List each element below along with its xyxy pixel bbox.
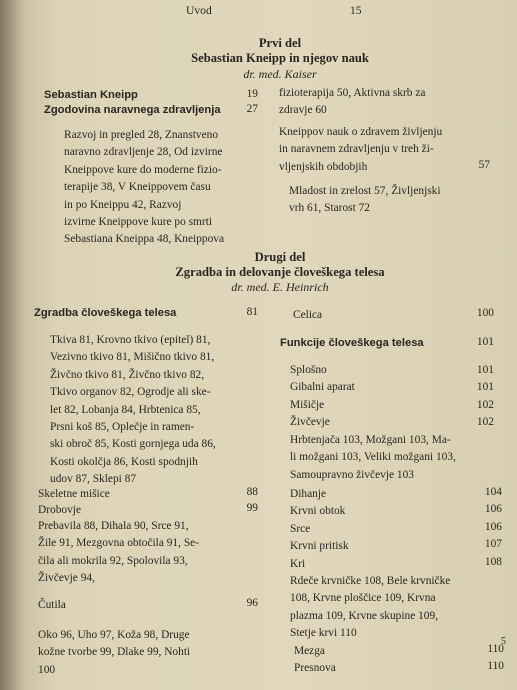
toc-line: Oko 96, Uho 97, Koža 98, Druge xyxy=(38,629,190,641)
toc-line: Žile 91, Mezgovna obtočila 91, Se- xyxy=(38,537,200,550)
toc-line: in po Kneippu 42, Razvoj xyxy=(64,198,182,211)
toc-line: zdravje 60 xyxy=(279,104,327,117)
toc-line: Mišičje xyxy=(290,398,325,411)
toc-right-entries-1 xyxy=(290,362,355,432)
toc-line: Kneippove kure do moderne fizio- xyxy=(64,163,222,176)
toc-line: vljenjskih obdobjih xyxy=(279,160,368,173)
toc-body-fizioterapija xyxy=(279,85,425,120)
part2-subtitle: Zgradba in delovanje človeškega telesa xyxy=(175,265,385,279)
toc-line: Sebastiana Kneippa 48, Kneippova xyxy=(64,233,225,246)
toc-page: 110 xyxy=(487,643,504,655)
toc-heading-zgradba: Zgradba človeškega telesa xyxy=(34,307,177,319)
toc-page: 101 xyxy=(476,364,494,376)
toc-heading-zgodovina: Zgodovina naravnega zdravljenja xyxy=(44,104,221,116)
toc-page: 101 xyxy=(476,381,494,394)
toc-line: let 82, Lobanja 84, Hrbtenica 85, xyxy=(50,403,201,416)
toc-line: udov 87, Sklepi 87 xyxy=(50,473,137,486)
toc-body-kneippov-nauk xyxy=(279,124,442,176)
toc-line: Tkiva 81, Krovno tkivo (epitel) 81, xyxy=(50,334,211,346)
toc-body-zivcevje xyxy=(290,432,456,484)
toc-line: naravno zdravljenje 28, Od izvirne xyxy=(64,146,223,159)
toc-line: Vezivno tkivo 81, Mišično tkivo 81, xyxy=(50,351,215,364)
toc-right-pages-1 xyxy=(460,362,494,432)
toc-body-zgradba xyxy=(50,332,216,489)
toc-line: Kri xyxy=(290,557,306,570)
toc-body-drobovje xyxy=(38,518,199,588)
toc-line: Dihanje xyxy=(290,488,327,500)
toc-line: Hrbtenjača 103, Možgani 103, Ma- xyxy=(290,434,451,446)
toc-page-99: 99 xyxy=(246,502,258,514)
toc-line: li možgani 103, Veliki možgani 103, xyxy=(290,451,456,464)
toc-line: Stetje krvi 110 xyxy=(290,627,357,640)
part2-author: dr. med. E. Heinrich xyxy=(231,280,329,294)
toc-line: vrh 61, Starost 72 xyxy=(289,202,370,215)
toc-page-101: 101 xyxy=(476,336,494,348)
toc-page-57: 57 xyxy=(478,159,490,171)
toc-line: Samoupravno živčevje 103 xyxy=(290,468,414,481)
toc-page-81: 81 xyxy=(246,306,258,318)
toc-line: in naravnem zdravljenju v treh ži- xyxy=(279,143,434,156)
toc-right-entries-2 xyxy=(290,486,349,573)
part1-author: dr. med. Kaiser xyxy=(243,67,317,81)
toc-page: 107 xyxy=(484,538,502,551)
toc-line: Presnova xyxy=(294,662,336,675)
toc-line: Prsni koš 85, Oplečje in ramen- xyxy=(50,420,195,433)
toc-entry-cutila: Čutila xyxy=(38,599,66,611)
toc-page: 106 xyxy=(484,503,502,516)
toc-page-96: 96 xyxy=(246,597,258,609)
toc-page-19: 19 xyxy=(246,88,258,100)
toc-line: plazma 109, Krvne skupine 109, xyxy=(290,609,439,622)
toc-line: Splošno xyxy=(290,364,327,376)
toc-page: 108 xyxy=(484,555,502,568)
toc-line: Krvni obtok xyxy=(290,505,346,518)
running-header-section: Uvod xyxy=(186,4,212,17)
toc-line: Razvoj in pregled 28, Znanstveno xyxy=(64,129,219,141)
toc-line: Mezga xyxy=(294,645,325,657)
toc-page: 102 xyxy=(476,416,494,429)
toc-page-100: 100 xyxy=(476,307,494,319)
toc-line: Kosti okolčja 86, Kosti spodnjih xyxy=(50,455,198,468)
toc-line: izvirne Kneippove kure po smrti xyxy=(64,215,213,228)
toc-line: 100 xyxy=(38,663,56,676)
toc-line: kožne tvorbe 99, Dlake 99, Nohti xyxy=(38,646,191,659)
toc-line: Gibalni aparat xyxy=(290,381,355,394)
toc-line: 108, Krvne ploščice 109, Krvna xyxy=(290,592,436,605)
toc-line: Mladost in zrelost 57, Življenjski xyxy=(289,185,441,197)
toc-page: 106 xyxy=(484,520,502,533)
toc-page: 110 xyxy=(487,660,504,673)
toc-line: čila ali mokrila 92, Spolovila 93, xyxy=(38,554,188,567)
toc-right-pages-3 xyxy=(470,641,504,676)
toc-heading-sebastian-kneipp: Sebastian Kneipp xyxy=(44,89,138,101)
toc-entry-celica: Celica xyxy=(293,309,323,321)
toc-line: ski obroč 85, Kosti gornjega uda 86, xyxy=(50,438,216,451)
corner-page-number: 5 xyxy=(501,636,506,647)
toc-line: Živčevje 94, xyxy=(38,572,95,585)
toc-line: fizioterapija 50, Aktivna skrb za xyxy=(279,87,426,99)
toc-body-kri xyxy=(290,573,450,643)
toc-page: 104 xyxy=(484,486,502,498)
toc-body-mladost xyxy=(289,183,441,218)
toc-line: Živčno tkivo 81, Živčno tkivo 82, xyxy=(50,368,205,381)
toc-page-27: 27 xyxy=(246,103,258,115)
toc-page-88: 88 xyxy=(246,486,258,498)
toc-line: terapije 38, V Kneippovem času xyxy=(64,181,211,194)
toc-line: Prebavila 88, Dihala 90, Srce 91, xyxy=(38,520,189,532)
toc-line: Srce xyxy=(290,522,311,535)
toc-right-pages-2 xyxy=(468,484,502,571)
part1-subtitle: Sebastian Kneipp in njegov nauk xyxy=(191,51,369,65)
toc-entry-skeletne-misice: Skeletne mišice xyxy=(38,488,110,500)
toc-right-entries-3 xyxy=(294,643,336,678)
page-gutter-shadow xyxy=(0,0,26,690)
toc-page: 102 xyxy=(476,398,494,411)
toc-line: Tkivo organov 82, Ogrodje ali ske- xyxy=(50,386,211,399)
toc-line: Krvni pritisk xyxy=(290,540,349,553)
toc-line: Živčevje xyxy=(290,416,330,429)
toc-line: Kneippov nauk o zdravem življenju xyxy=(279,126,443,138)
part2-title: Drugi del xyxy=(254,250,306,264)
toc-entry-drobovje: Drobovje xyxy=(38,504,82,516)
part1-title: Prvi del xyxy=(258,36,302,50)
toc-line: Rdeče krvničke 108, Bele krvničke xyxy=(290,575,451,587)
running-header-page-number: 15 xyxy=(350,4,362,17)
toc-heading-funkcije: Funkcije človeškega telesa xyxy=(280,337,424,349)
toc-body-zgodovina xyxy=(64,127,224,249)
toc-body-cutila xyxy=(38,627,190,679)
